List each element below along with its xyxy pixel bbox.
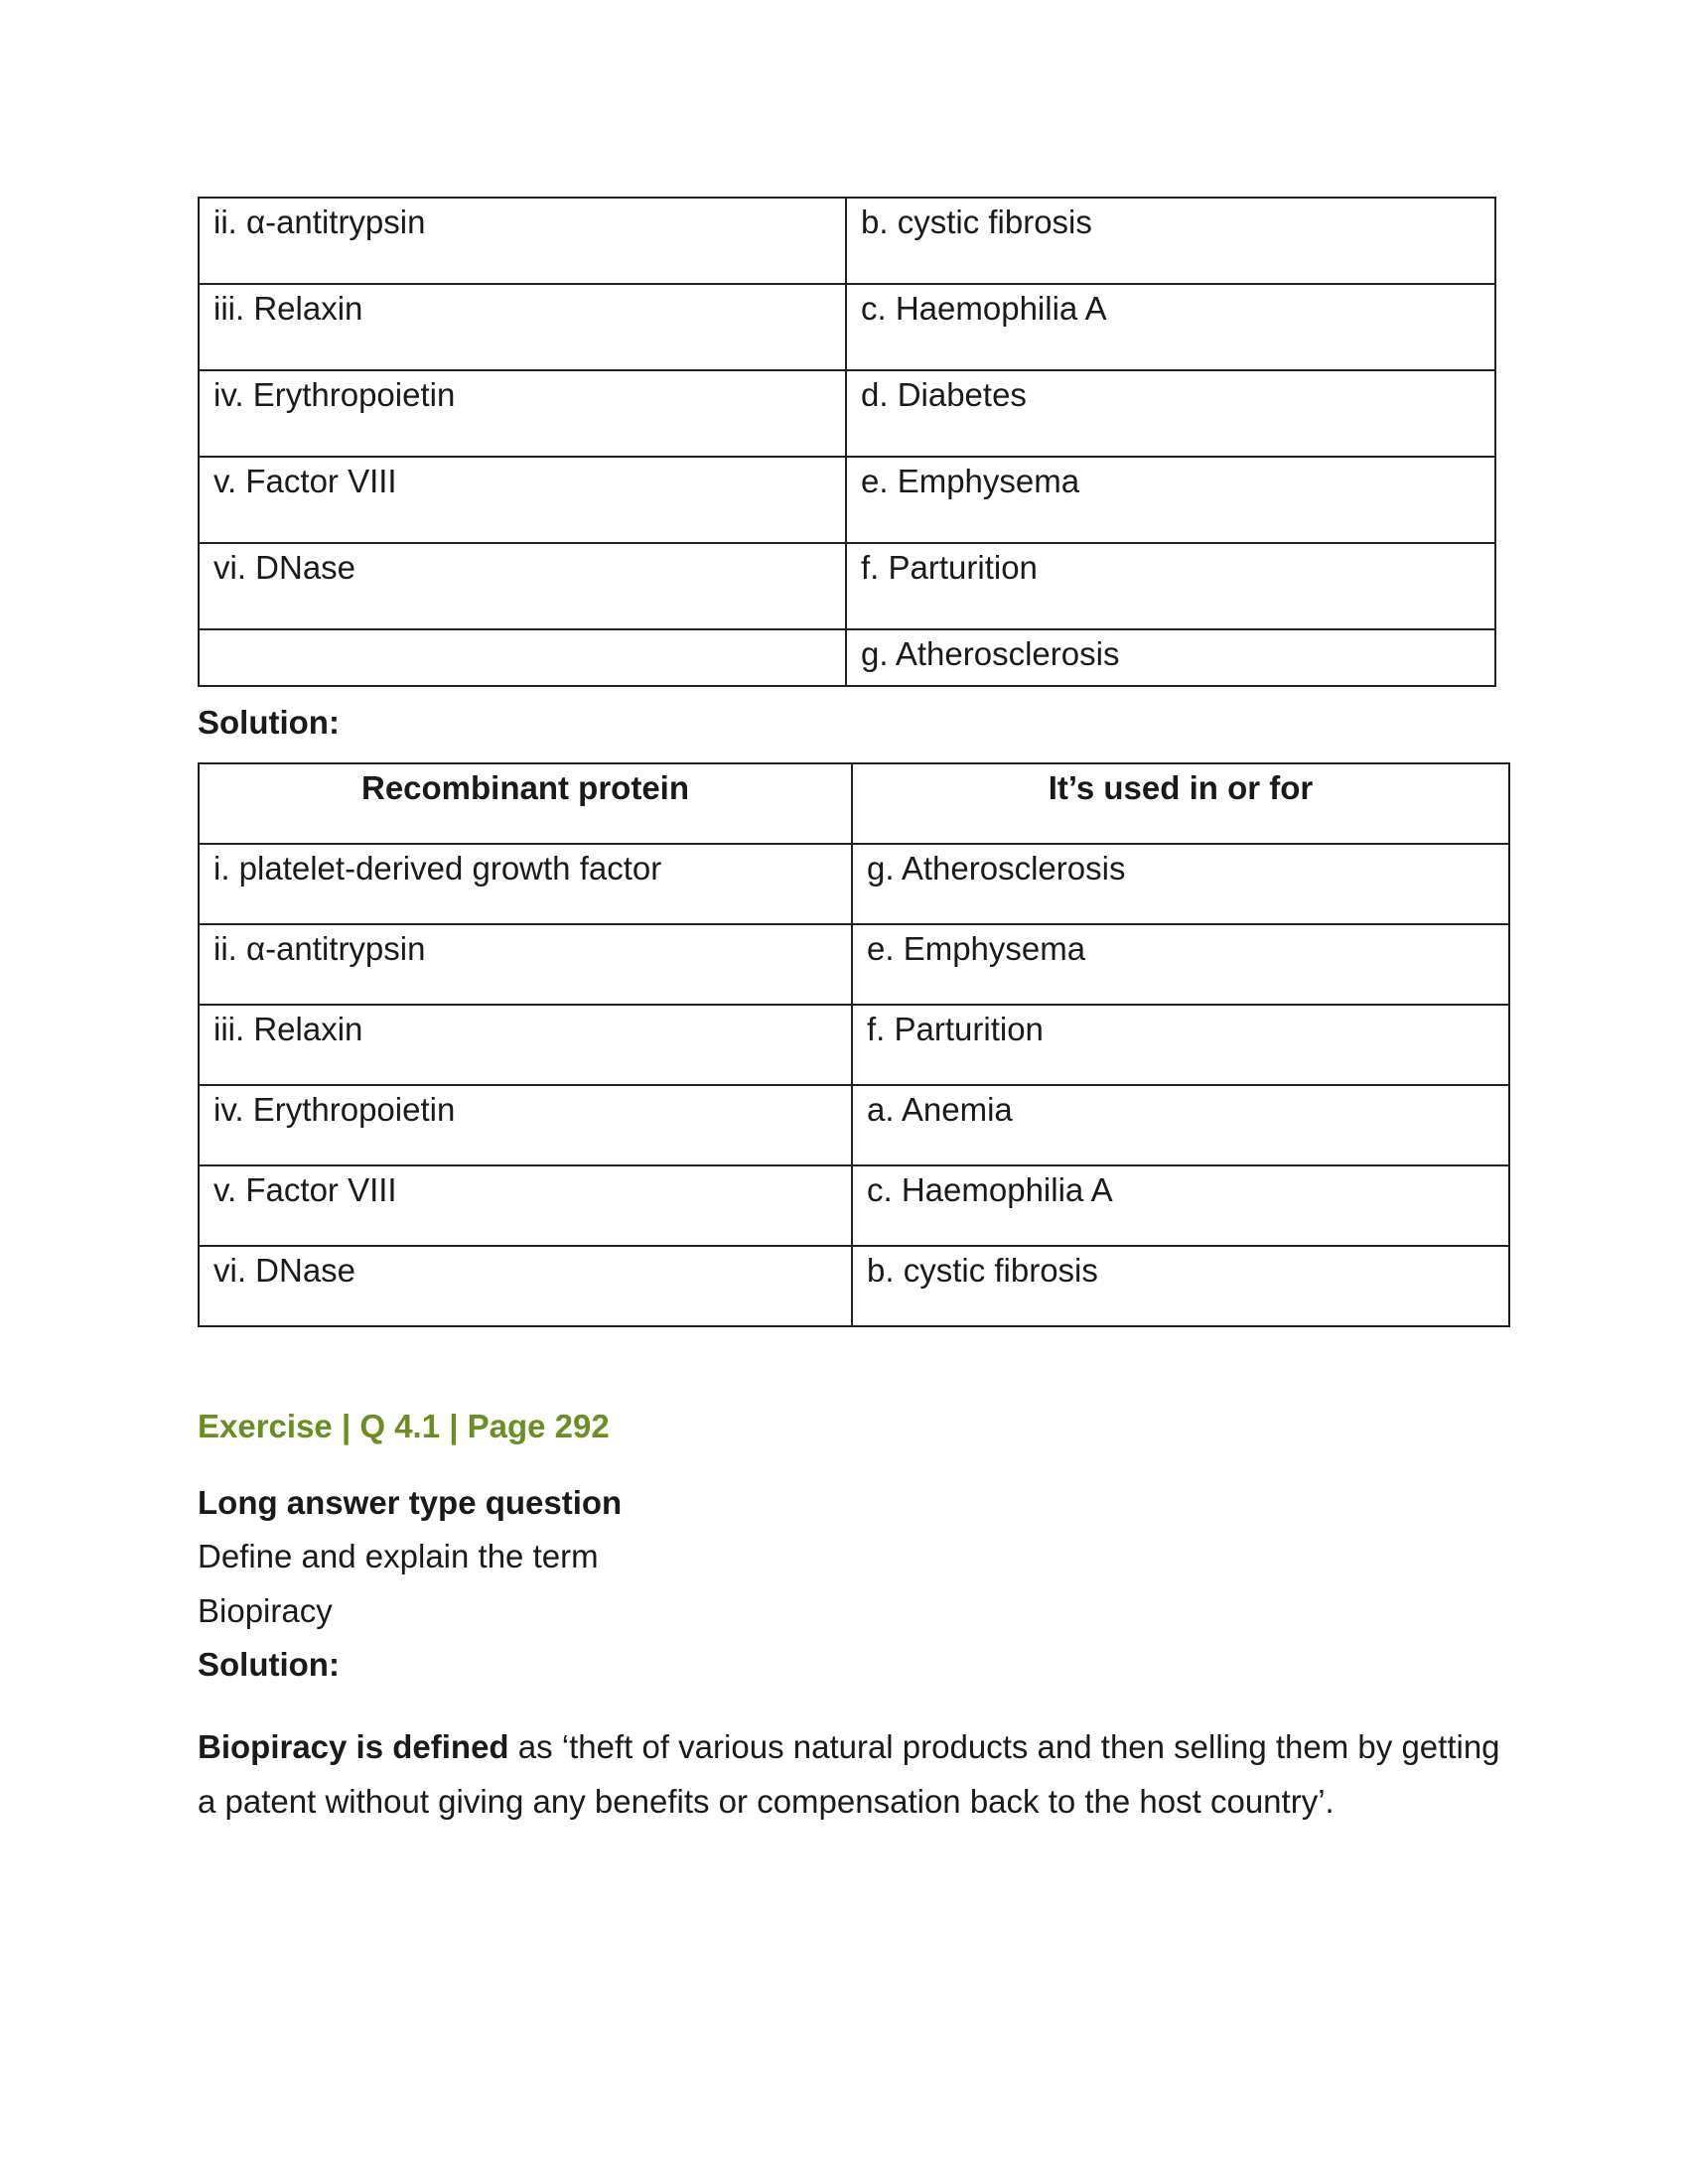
use-cell: g. Atherosclerosis (846, 629, 1495, 686)
use-cell: b. cystic fibrosis (846, 198, 1495, 284)
use-cell: c. Haemophilia A (846, 284, 1495, 370)
table-row (199, 370, 1495, 457)
answer-paragraph (198, 1719, 1508, 1829)
table-row (199, 844, 1509, 924)
table-row (199, 1165, 1509, 1246)
protein-cell: ii. α-antitrypsin (199, 198, 846, 284)
use-cell: b. cystic fibrosis (852, 1246, 1509, 1326)
use-cell: e. Emphysema (852, 924, 1509, 1005)
protein-cell: ii. α-antitrypsin (199, 924, 852, 1005)
protein-cell: iv. Erythropoietin (199, 370, 846, 457)
protein-cell (199, 629, 846, 686)
exercise-heading: Exercise | Q 4.1 | Page 292 (198, 1408, 610, 1444)
answer-bold-text: Biopiracy is defined (198, 1728, 509, 1765)
solution-heading: Solution: (198, 704, 340, 741)
table-row (199, 284, 1495, 370)
question-text: Define and explain the term (198, 1538, 599, 1574)
protein-cell: v. Factor VIII (199, 457, 846, 543)
use-cell: c. Haemophilia A (852, 1165, 1509, 1246)
protein-cell: vi. DNase (199, 543, 846, 629)
match-table (198, 197, 1496, 687)
solution-table (198, 762, 1510, 1327)
answer-text: as ‘theft of various natural products and then selling them by getting a patent without giving any benefits or compensation back to the host country’. (198, 1728, 1500, 1820)
table-row (199, 1005, 1509, 1085)
solution-heading: Solution: (198, 1646, 340, 1683)
protein-cell: vi. DNase (199, 1246, 852, 1326)
table-row (199, 198, 1495, 284)
column-header-use: It’s used in or for (852, 763, 1509, 844)
use-cell: e. Emphysema (846, 457, 1495, 543)
table-header-row (199, 763, 1509, 844)
use-cell: g. Atherosclerosis (852, 844, 1509, 924)
protein-cell: i. platelet-derived growth factor (199, 844, 852, 924)
table-row (199, 457, 1495, 543)
table-row (199, 1246, 1509, 1326)
use-cell: d. Diabetes (846, 370, 1495, 457)
question-type: Long answer type question (198, 1484, 623, 1521)
protein-cell: iv. Erythropoietin (199, 1085, 852, 1165)
protein-cell: iii. Relaxin (199, 1005, 852, 1085)
protein-cell: v. Factor VIII (199, 1165, 852, 1246)
use-cell: f. Parturition (852, 1005, 1509, 1085)
table-row (199, 924, 1509, 1005)
use-cell: f. Parturition (846, 543, 1495, 629)
column-header-protein: Recombinant protein (199, 763, 852, 844)
table-row (199, 629, 1495, 686)
protein-cell: iii. Relaxin (199, 284, 846, 370)
use-cell: a. Anemia (852, 1085, 1509, 1165)
table-row (199, 1085, 1509, 1165)
question-term: Biopiracy (198, 1592, 333, 1629)
table-row (199, 543, 1495, 629)
